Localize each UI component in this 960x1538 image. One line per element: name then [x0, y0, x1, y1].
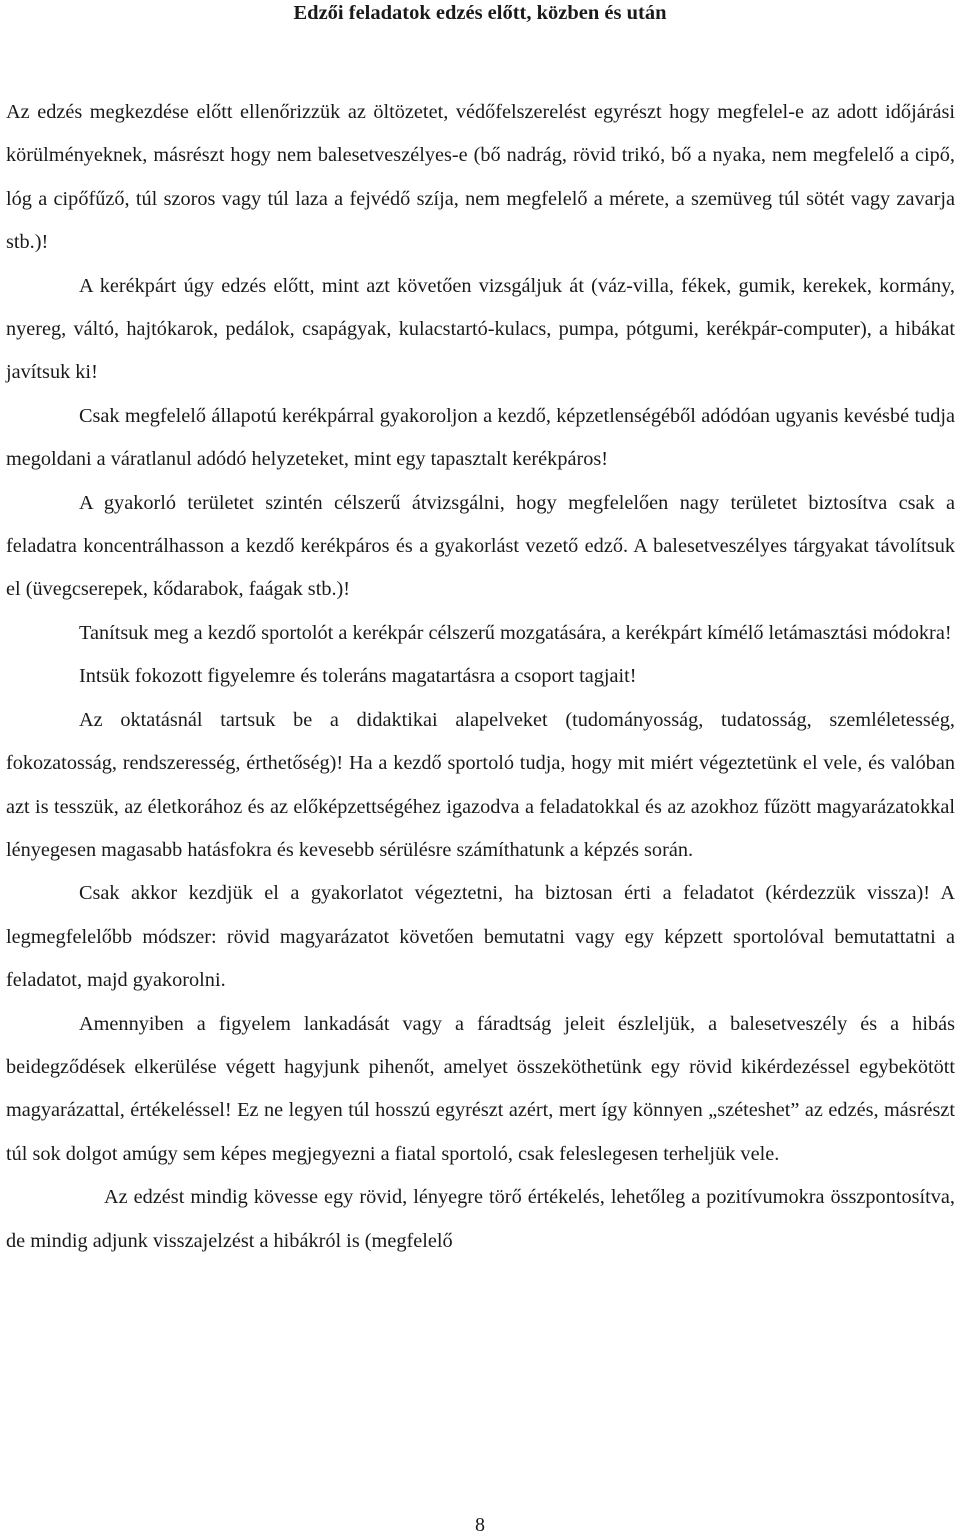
paragraph-exercise-start: Csak akkor kezdjük el a gyakorlatot végeztetni, ha biztosan érti a feladatot (kérdezzük vissza)! A legmegfelelőbb módszer: rövid magyarázatot követően bemutatni vagy egy képzett sportolóval bemutattatni a feladatot, majd gyakorolni. [6, 882, 955, 992]
paragraph-evaluation: Az edzést mindig kövesse egy rövid, lényegre törő értékelés, lehetőleg a pozitívumokra összpontosítva, de mindig adjunk visszajelzést a hibákról is (megfelelő [6, 1186, 955, 1252]
page-number: 8 [475, 1514, 485, 1536]
paragraph-didactic-principles: Az oktatásnál tartsuk be a didaktikai alapelveket (tudományosság, tudatosság, szemléletesség, fokozatosság, rendszeresség, érthetőség)! Ha a kezdő sportoló tudja, hogy mit miért végeztetünk el vele, és valóban azt is tesszük, az életkorához és az előképzettségéhez igazodva a feladatokkal és az azokhoz fűzött magyarázatokkal lényegesen magasabb hatásfokra és kevesebb sérülésre számíthatunk a képzés során. [6, 708, 955, 861]
body-text [6, 91, 955, 1263]
paragraph-bike-inspection: A kerékpárt úgy edzés előtt, mint azt követően vizsgáljuk át (váz-villa, fékek, gumik, kerekek, kormány, nyereg, váltó, hajtókarok, pedálok, csapágyak, kulacstartó-kulacs, pumpa, pótgumi, kerékpár-computer), a hibákat javítsuk ki! [6, 274, 955, 384]
paragraph-attire-check: Az edzés megkezdése előtt ellenőrizzük az öltözetet, védőfelszerelést egyrészt hogy megfelel-e az adott időjárási körülményeknek, másrészt hogy nem balesetveszélyes-e (bő nadrág, rövid trikó, bő a nyaka, nem megfelelő a cipő, lóg a cipőfűző, túl szoros vagy túl laza a fejvédő szíja, nem megfelelő a mérete, a szemüveg túl sötét vagy zavarja stb.)! [6, 101, 955, 254]
paragraph-bike-handling: Tanítsuk meg a kezdő sportolót a kerékpár célszerű mozgatására, a kerékpárt kímélő letámasztási módokra! [79, 621, 952, 644]
paragraph-bike-condition: Csak megfelelő állapotú kerékpárral gyakoroljon a kezdő, képzetlenségéből adódóan ugyanis kevésbé tudja megoldani a váratlanul adódó helyzeteket, mint egy tapasztalt kerékpáros! [6, 404, 955, 471]
page-title: Edzői feladatok edzés előtt, közben és után [293, 2, 667, 24]
paragraph-practice-area: A gyakorló területet szintén célszerű átvizsgálni, hogy megfelelően nagy területet biztosítva csak a feladatra koncentrálhasson a kezdő kerékpáros és a gyakorlást vezető edző. A balesetveszélyes tárgyakat távolítsuk el (üvegcserepek, kődarabok, faágak stb.)! [6, 491, 955, 601]
paragraph-rest-breaks: Amennyiben a figyelem lankadását vagy a fáradtság jeleit észleljük, a balesetveszély és a hibás beidegződések elkerülése végett hagyjunk pihenőt, amelyet összeköthetünk egy rövid kikérdezéssel egybekötött magyarázattal, értékeléssel! Ez ne legyen túl hosszú egyrészt azért, mert így könnyen „széteshet” az edzés, másrészt túl sok dolgot amúgy sem képes megjegyezni a fiatal sportoló, csak feleslegesen terheljük vele. [6, 1012, 955, 1165]
paragraph-group-attention: Intsük fokozott figyelemre és toleráns magatartásra a csoport tagjait! [79, 665, 637, 688]
